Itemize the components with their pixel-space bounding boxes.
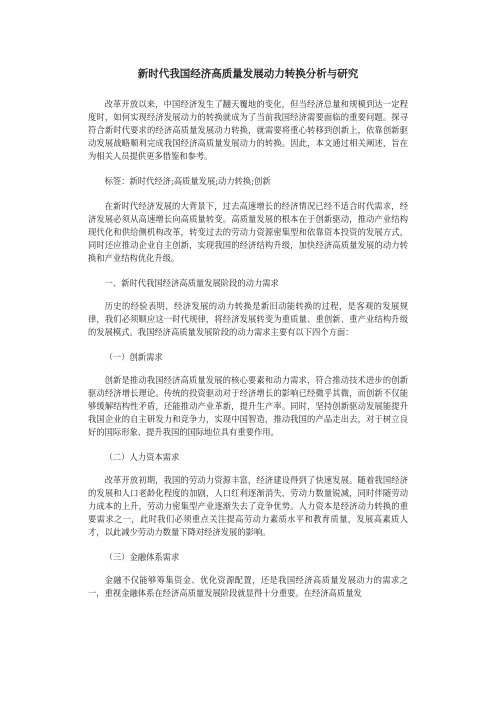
- subsection-3-paragraph: 金融不仅能够筹集资金、优化资源配置，还是我国经济高质量发展动力的需求之一，重视金融体系在经济高质量发展阶段就显得十分重要。在经济高质量发: [88, 575, 408, 598]
- subsection-1-heading: （一）创新需求: [104, 352, 163, 362]
- abstract-paragraph: 改革开放以来，中国经济发生了翻天覆地的变化，但当经济总量和规模到达一定程度时，如何实现经济发展动力的转换就成为了当前我国经济需要面临的重要问题。探寻符合新时代要求的经济高质量发展动力转换，就需要将重心转移到创新上，依靠创新驱动发展战略顺利完成我国经济高质量发展动力的转换。因此，本文通过相关阐述，旨在为相关人员提供更多借鉴和参考。: [88, 99, 408, 161]
- document-title: 新时代我国经济高质量发展动力转换分析与研究: [137, 68, 359, 80]
- section-1-paragraph: 历史的经验表明，经济发展的动力转换是新旧动能转换的过程，是客观的发展规律，我们必须顺应这一时代规律，将经济发展转变为重质量、重创新、重产业结构升级的发展模式。我国经济高质量发展阶段的动力需求主要有以下四个方面：: [88, 301, 408, 337]
- subsection-1-paragraph: 创新是推动我国经济高质量发展的核心要素和动力需求，符合推动技术进步的创新驱动经济增长理论。传统的投资驱动对于经济增长的影响已经微乎其微，而创新不仅能够缓解结构性矛盾，还能推动产业革新，提升生产率。同时，坚持创新驱动发展能提升我国企业的自主研发力和竞争力，实现中国智造，推动我国的产品走出去，对于树立良好的国际形象、提升我国的国际地位具有重要作用。: [88, 375, 408, 437]
- section-1-heading: 一、新时代我国经济高质量发展阶段的动力需求: [104, 278, 279, 288]
- subsection-2-paragraph: 改革开放初期，我国的劳动力资源丰富，经济建设得到了快速发展。随着我国经济的发展和人口老龄化程度的加剧，人口红利逐渐消失，劳动力数量锐减，同时伴随劳动力成本的上升，劳动力密集型产业逐渐失去了竞争优势。人力资本是经济动力转换的重要需求之一，此时我们必须重点关注提高劳动力素质水平和教育质量，发展高素质人才，以此减少劳动力数量下降对经济发展的影响。: [88, 475, 408, 537]
- subsection-3-heading: （三）金融体系需求: [104, 552, 180, 562]
- intro-paragraph: 在新时代经济发展的大背景下，过去高速增长的经济情况已经不适合时代需求，经济发展必须从高速增长向高质量转变。高质量发展的根本在于创新驱动，推动产业结构现代化和供给侧机构改革，转变过去的劳动力资源密集型和依靠资本投资的发展方式，同时还应推动企业自主创新，实现我国的经济结构升级，加快经济高质量发展的动力转换和产业结构优化升级。: [88, 201, 408, 263]
- subsection-2-heading: （二）人力资本需求: [104, 452, 180, 462]
- keywords-line: 标签：新时代经济;高质量发展;动力转换;创新: [104, 176, 271, 186]
